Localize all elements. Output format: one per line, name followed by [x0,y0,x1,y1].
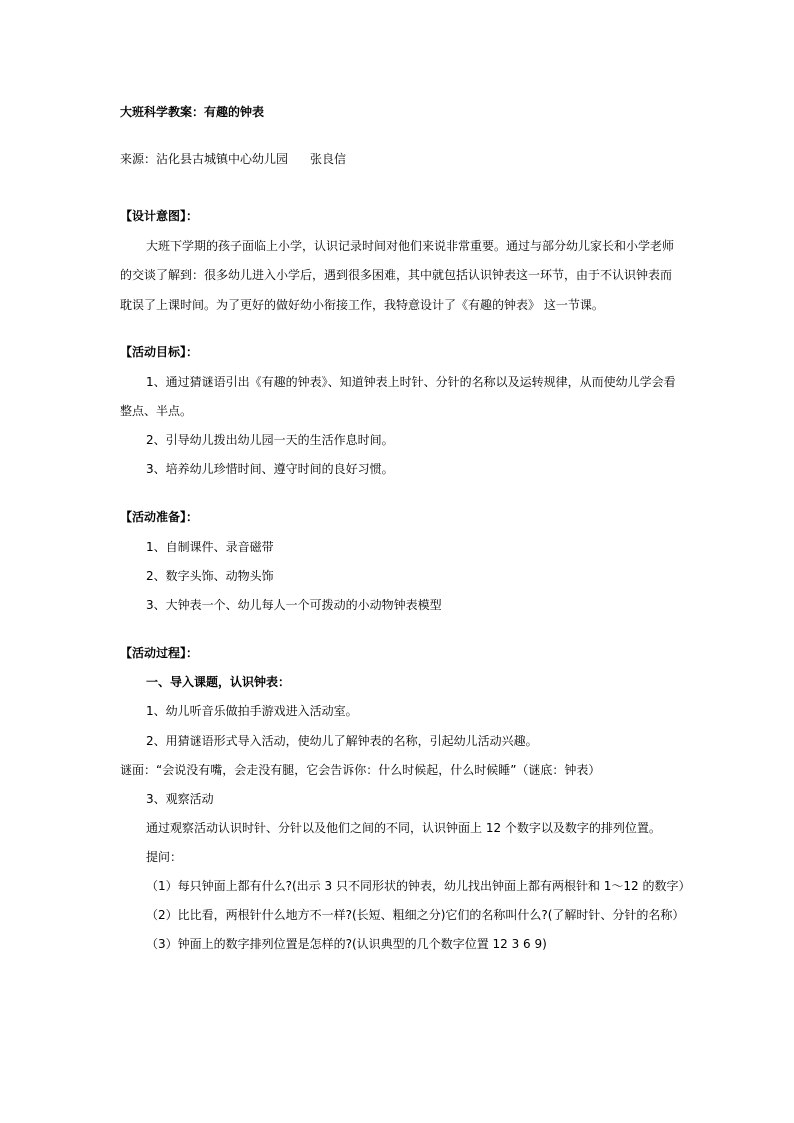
question-3: （3）钟面上的数字排列位置是怎样的?(认识典型的几个数字位置 12 3 6 9) [146,937,547,951]
process-step-1: 1、幼儿听音乐做拍手游戏进入活动室。 [146,704,358,718]
goal-item-2: 2、引导幼儿拨出幼儿园一天的生活作息时间。 [146,433,394,447]
heading-goals: 【活动目标】： [120,345,199,359]
goal-item-3: 3、培养幼儿珍惜时间、遵守时间的良好习惯。 [146,462,394,476]
question-2: （2）比比看，两根针什么地方不一样?(长短、粗细之分)它们的名称叫什么?(了解时针、分针的名称） [146,908,685,922]
prep-item-2: 2、数字头饰、动物头饰 [146,569,274,583]
design-line-3: 耽误了上课时间。为了更好的做好幼小衔接工作，我特意设计了《有趣的钟表》 这一节课。 [120,298,604,312]
design-line-1: 大班下学期的孩子面临上小学，认识记录时间对他们来说非常重要。通过与部分幼儿家长和小学老师 [146,239,675,253]
riddle-line: 谜面：“会说没有嘴，会走没有腿，它会告诉你：什么时候起，什么时候睡”（谜底：钟表） [120,763,601,777]
prep-item-1: 1、自制课件、录音磁带 [146,540,274,554]
source-line [120,151,346,167]
question-1: （1）每只钟面上都有什么?(出示 3 只不同形状的钟表，幼儿找出钟面上都有两根针和 1～12 的数字） [146,879,691,893]
author-name: 张良信 [310,152,347,166]
observe-line: 通过观察活动认识时针、分针以及他们之间的不同，认识钟面上 12 个数字以及数字的排列位置。 [146,821,661,835]
process-step-2: 2、用猜谜语形式导入活动，使幼儿了解钟表的名称，引起幼儿活动兴趣。 [146,734,538,748]
heading-design: 【设计意图】： [120,209,199,223]
heading-process: 【活动过程】： [120,646,199,660]
ask-label: 提问： [146,850,183,864]
goal-item-1-cont: 整点、半点。 [120,404,193,418]
heading-prep: 【活动准备】： [120,510,199,524]
goal-item-1: 1、通过猜谜语引出《有趣的钟表》、知道钟表上时针、分针的名称以及运转规律，从而使幼儿学会看 [146,375,676,389]
process-step-3: 3、观察活动 [146,792,214,806]
prep-item-3: 3、大钟表一个、幼儿每人一个可拨动的小动物钟表模型 [146,598,442,612]
design-line-2: 的交谈了解到：很多幼儿进入小学后，遇到很多困难，其中就包括认识钟表这一环节，由于不认识钟表而 [120,268,673,282]
process-section-1: 一、导入课题，认识钟表： [146,675,291,689]
source-label: 来源：沾化县古城镇中心幼儿园 [120,152,289,166]
page-title: 大班科学教案：有趣的钟表 [120,105,265,119]
